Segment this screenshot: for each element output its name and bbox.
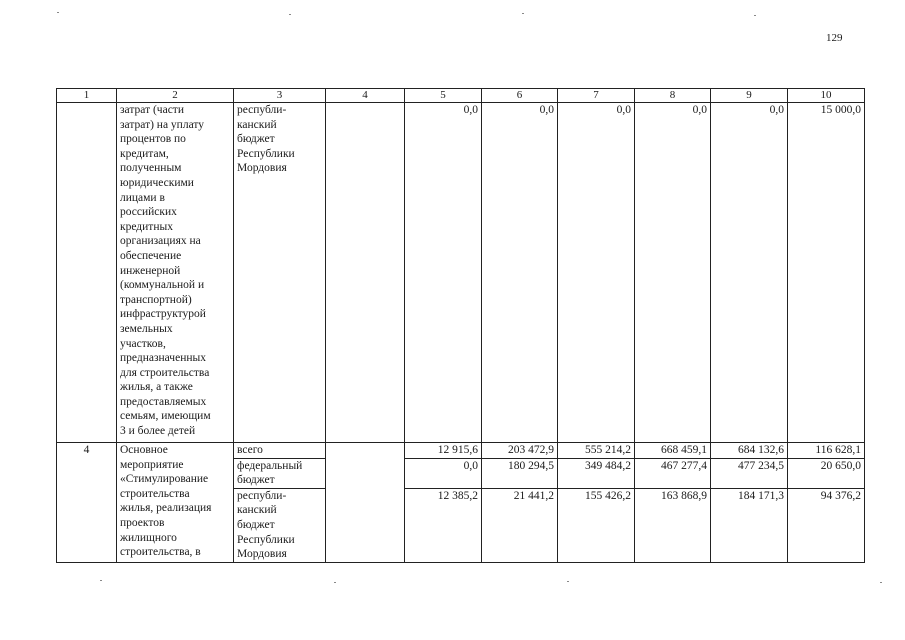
column-header-row xyxy=(57,89,865,103)
value-cell: 0,0 xyxy=(558,103,635,443)
value-cell: 0,0 xyxy=(635,103,711,443)
table-row xyxy=(57,443,865,459)
value-cell: 203 472,9 xyxy=(482,443,558,459)
measure-name-text: Основное мероприятие «Стимулирование строительства жилья, реализация проектов жилищного строительства, в xyxy=(120,444,212,559)
value-cell: 477 234,5 xyxy=(711,458,788,488)
value-cell: 180 294,5 xyxy=(482,458,558,488)
funding-source-text: республи- канский бюджет Республики Мордовия xyxy=(237,104,295,175)
column-header: 10 xyxy=(788,89,865,103)
measure-name-cell xyxy=(117,103,234,443)
column-header: 5 xyxy=(405,89,482,103)
column-header: 3 xyxy=(234,89,326,103)
value-cell: 684 132,6 xyxy=(711,443,788,459)
value-cell: 0,0 xyxy=(405,103,482,443)
table-row xyxy=(57,103,865,443)
scan-speck xyxy=(57,12,59,13)
column-header: 8 xyxy=(635,89,711,103)
value-cell: 20 650,0 xyxy=(788,458,865,488)
row-number-cell xyxy=(57,103,117,443)
value-cell: 15 000,0 xyxy=(788,103,865,443)
funding-source-cell xyxy=(234,443,326,459)
scan-speck xyxy=(754,15,756,16)
value-cell: 163 868,9 xyxy=(635,488,711,562)
value-cell: 116 628,1 xyxy=(788,443,865,459)
value-cell: 12 915,6 xyxy=(405,443,482,459)
column-header: 1 xyxy=(57,89,117,103)
scan-speck xyxy=(334,582,336,583)
column-header: 4 xyxy=(326,89,405,103)
empty-cell xyxy=(326,443,405,563)
value-cell: 12 385,2 xyxy=(405,488,482,562)
value-cell: 668 459,1 xyxy=(635,443,711,459)
funding-source-cell xyxy=(234,103,326,443)
funding-source-text: всего xyxy=(237,444,263,456)
value-cell: 0,0 xyxy=(405,458,482,488)
column-header: 2 xyxy=(117,89,234,103)
funding-source-cell xyxy=(234,488,326,562)
measure-name-text: затрат (части затрат) на уплату процентов по кредитам, полученным юридическими лицами в российских кредитных организациях на обеспечение инженерной (коммунальной и транспортной) инфраструктурой земельных участков, предназначенных для строительства жилья, а также предоставляемых семьям, имеющим 3 и более детей xyxy=(120,104,211,438)
column-header: 9 xyxy=(711,89,788,103)
measure-name-cell xyxy=(117,443,234,563)
funding-source-text: федеральный бюджет xyxy=(237,459,303,487)
value-cell: 555 214,2 xyxy=(558,443,635,459)
value-cell: 184 171,3 xyxy=(711,488,788,562)
row-number-cell: 4 xyxy=(57,443,117,563)
value-cell: 0,0 xyxy=(711,103,788,443)
page-number: 129 xyxy=(826,32,843,44)
scan-speck xyxy=(567,581,569,582)
value-cell: 0,0 xyxy=(482,103,558,443)
column-header: 6 xyxy=(482,89,558,103)
funding-source-cell xyxy=(234,458,326,488)
value-cell: 467 277,4 xyxy=(635,458,711,488)
value-cell: 21 441,2 xyxy=(482,488,558,562)
scan-speck xyxy=(100,580,102,581)
scan-speck xyxy=(289,14,291,15)
value-cell: 349 484,2 xyxy=(558,458,635,488)
empty-cell xyxy=(326,103,405,443)
value-cell: 94 376,2 xyxy=(788,488,865,562)
value-cell: 155 426,2 xyxy=(558,488,635,562)
column-header: 7 xyxy=(558,89,635,103)
funding-source-text: республи- канский бюджет Республики Мордовия xyxy=(237,489,295,561)
budget-table xyxy=(56,88,865,563)
scan-speck xyxy=(880,582,882,583)
scan-speck xyxy=(522,13,524,14)
